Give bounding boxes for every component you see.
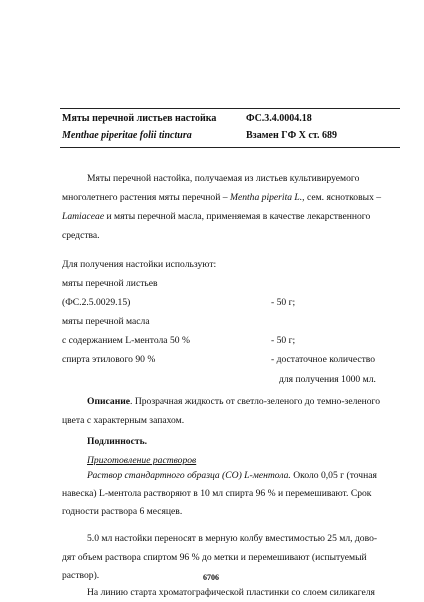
test-solution-line-2: дят объем раствора спиртом 96 % до метки и перемешивают (испытуемый: [62, 552, 367, 563]
description-line-1: Описание. Прозрачная жидкость от светло-зеленого до темно-зеленого: [87, 396, 381, 407]
composition-item-3: спирта этилового 90 %: [62, 354, 156, 365]
std-solution-line-2: навеска) L-ментола растворяют в 10 мл спирта 96 % и перемешивают. Срок: [62, 488, 372, 499]
test-solution-line-1: 5.0 мл настойки переносят в мерную колбу вместимостью 25 мл, дово-: [87, 533, 378, 544]
header-top-rule: [60, 108, 400, 109]
composition-item-1-amount: - 50 г;: [271, 297, 296, 308]
intro-line-1: Мяты перечной настойка, получаемая из листьев культивируемого: [87, 173, 360, 184]
std-solution-line-1: Раствор стандартного образца (СО) L-ментола. Около 0,05 г (точная: [87, 470, 377, 481]
monograph-title-lat: Menthae piperitae folii tinctura: [62, 130, 192, 141]
composition-item-3-amount: - достаточное количество: [271, 354, 376, 365]
composition-item-2: мяты перечной масла: [62, 316, 150, 327]
test-solution-line-3: раствор).: [62, 570, 100, 581]
description-line-2: цвета с характерным запахом.: [62, 415, 185, 426]
composition-item-1-ref: (ФС.2.5.0029.15): [62, 297, 131, 308]
composition-item-2-spec: с содержанием L-ментола 50 %: [62, 335, 190, 346]
intro-line-3: Lamiaceae и мяты перечной масла, применяемая в качестве лекарственного: [62, 211, 371, 222]
composition-lead: Для получения настойки используют:: [62, 259, 217, 270]
identity-heading: Подлинность.: [87, 436, 148, 447]
composition-item-3-note: для получения 1000 мл.: [279, 374, 376, 385]
std-solution-line-3: годности раствора 6 месяцев.: [62, 506, 183, 517]
composition-item-1: мяты перечной листьев: [62, 278, 158, 289]
composition-item-2-amount: - 50 г;: [271, 335, 296, 346]
intro-line-4: средства.: [62, 230, 100, 241]
monograph-code: ФС.3.4.0004.18: [246, 113, 312, 124]
tlc-line-1: На линию старта хроматографической пластинки со слоем силикагеля: [87, 587, 375, 598]
solutions-subheading: Приготовление растворов: [87, 455, 197, 466]
header-bottom-rule: [60, 147, 400, 148]
monograph-title-ru: Мяты перечной листьев настойка: [62, 113, 217, 124]
page-number: 6706: [203, 573, 219, 582]
intro-line-2: многолетнего растения мяты перечной – Mentha piperita L., сем. яснотковых –: [62, 192, 382, 203]
replaces-note: Взамен ГФ X ст. 689: [246, 130, 337, 141]
